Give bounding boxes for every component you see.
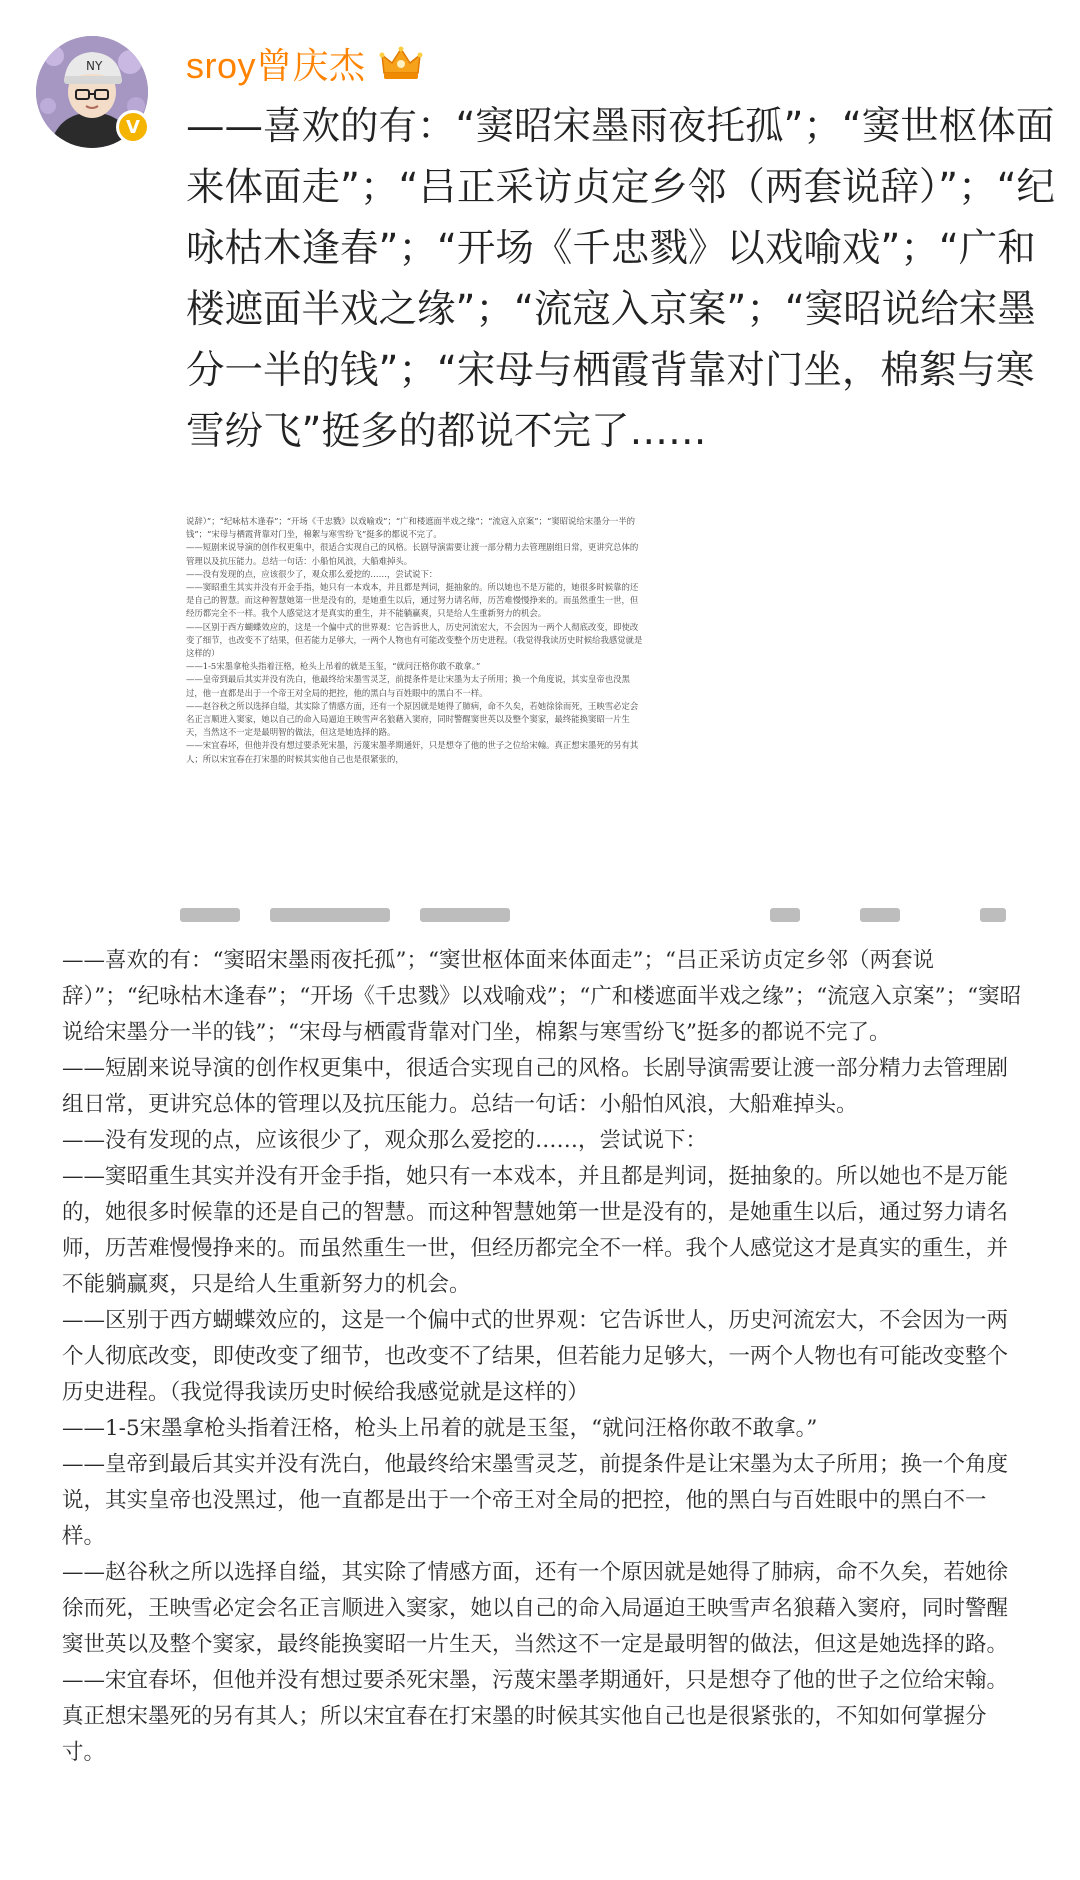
verified-badge-icon: V [116, 110, 150, 144]
svg-text:NY: NY [86, 59, 103, 73]
thumb-paragraph: ——宋宜春坏，但他并没有想过要杀死宋墨，污蔑宋墨孝期通奸，只是想夺了他的世子之位给宋翰。真正想宋墨死的另有其人；所以宋宜春在打宋墨的时候其实他自己也是很紧张的， [186, 740, 639, 764]
thumb-paragraph: ——短剧来说导演的创作权更集中，很适合实现自己的风格。长剧导演需要让渡一部分精力去管理剧组日常，更讲究总体的管理以及抗压能力。总结一句话：小船怕风浪，大船难掉头。 [186, 542, 639, 566]
doc-paragraph: ——赵谷秋之所以选择自缢，其实除了情感方面，还有一个原因就是她得了肺病，命不久矣，若她徐徐而死，王映雪必定会名正言顺进入窦家，她以自己的命入局逼迫王映雪声名狼藉入窦府，同时警醒窦世英以及整个窦家，最终能换窦昭一片生天，当然这不一定是最明智的做法，但这是她选择的路。 [62, 1560, 1009, 1657]
post-text: ——喜欢的有：“窦昭宋墨雨夜托孤”；“窦世枢体面来体面走”；“吕正采访贞定乡邻（两套说辞）”；“纪咏枯木逢春”；“开场《千忠戮》以戏喻戏”；“广和楼遮面半戏之缘”；“流寇入京案”；“窦昭说给宋墨分一半的钱”；“宋母与栖霞背靠对门坐，棉絮与寒雪纷飞”挺多的都说不完了…… [186, 104, 1056, 454]
cropped-glyph [180, 908, 240, 922]
cropped-glyph [270, 908, 390, 922]
doc-paragraph: ——没有发现的点，应该很少了，观众那么爱挖的……，尝试说下： [62, 1128, 708, 1153]
thumb-paragraph: ——窦昭重生其实并没有开金手指，她只有一本戏本，并且都是判词，挺抽象的。所以她也不是万能的，她很多时候靠的还是自己的智慧。而这种智慧她第一世是没有的，是她重生以后，通过努力请名师，历苦难慢慢挣来的。而虽然重生一世，但经历都完全不一样。我个人感觉这才是真实的重生，并不能躺赢爽，只是给人生重新努力的机会。 [186, 582, 639, 619]
doc-paragraph: ——宋宜春坏，但他并没有想过要杀死宋墨，污蔑宋墨孝期通奸，只是想夺了他的世子之位给宋翰。真正想宋墨死的另有其人；所以宋宜春在打宋墨的时候其实他自己也是很紧张的，不知如何掌握分寸。 [62, 1668, 1009, 1765]
thumb-paragraph: ——1-5宋墨拿枪头指着汪格，枪头上吊着的就是玉玺，“就问汪格你敢不敢拿。” [186, 661, 481, 672]
cropped-glyph [420, 908, 510, 922]
cropped-icon [980, 908, 1006, 922]
doc-paragraph: ——区别于西方蝴蝶效应的，这是一个偏中式的世界观：它告诉世人，历史河流宏大，不会因为一两个人彻底改变，即使改变了细节，也改变不了结果，但若能力足够大，一两个人物也有可能改变整个历史进程。（我觉得我读历史时候给我感觉就是这样的） [62, 1308, 1009, 1405]
doc-paragraph: ——短剧来说导演的创作权更集中，很适合实现自己的风格。长剧导演需要让渡一部分精力去管理剧组日常，更讲究总体的管理以及抗压能力。总结一句话：小船怕风浪，大船难掉头。 [62, 1056, 1009, 1117]
username[interactable]: sroy曾庆杰 [186, 44, 366, 86]
thumb-paragraph: 说辞）”；“纪咏枯木逢春”；“开场《千忠戮》以戏喻戏”；“广和楼遮面半戏之缘”；“流寇入京案”；“窦昭说给宋墨分一半的钱”；“宋母与栖霞背靠对门坐，棉絮与寒雪纷飞”挺多的都说不完了。 [186, 516, 635, 540]
doc-paragraph: ——窦昭重生其实并没有开金手指，她只有一本戏本，并且都是判词，挺抽象的。所以她也不是万能的，她很多时候靠的还是自己的智慧。而这种智慧她第一世是没有的，是她重生以后，通过努力请名师，历苦难慢慢挣来的。而虽然重生一世，但经历都完全不一样。我个人感觉这才是真实的重生，并不能躺赢爽，只是给人生重新努力的机会。 [62, 1164, 1009, 1297]
doc-paragraph: ——1-5宋墨拿枪头指着汪格，枪头上吊着的就是玉玺，“就问汪格你敢不敢拿。” [62, 1416, 818, 1441]
thumb-paragraph: ——赵谷秋之所以选择自缢，其实除了情感方面，还有一个原因就是她得了肺病，命不久矣，若她徐徐而死，王映雪必定会名正言顺进入窦家，她以自己的命入局逼迫王映雪声名狼藉入窦府，同时警醒窦世英以及整个窦家，最终能换窦昭一片生天，当然这不一定是最明智的做法，但这是她选择的路。 [186, 700, 639, 738]
doc-paragraph: ——皇帝到最后其实并没有洗白，他最终给宋墨雪灵芝，前提条件是让宋墨为太子所用；换一个角度说，其实皇帝也没黑过，他一直都是出于一个帝王对全局的把控，他的黑白与百姓眼中的黑白不一样。 [62, 1452, 1009, 1549]
thumb-paragraph: ——没有发现的点，应该很少了，观众那么爱挖的……，尝试说下： [186, 568, 438, 579]
cropped-icon [860, 908, 900, 922]
username-row[interactable] [186, 38, 424, 88]
thumb-paragraph: ——区别于西方蝴蝶效应的，这是一个偏中式的世界观：它告诉世人，历史河流宏大，不会因为一两个人彻底改变，即使改变了细节，也改变不了结果，但若能力足够大，一两个人物也有可能改变整个历史进程。（我觉得我读历史时候给我感觉就是这样的） [186, 621, 643, 659]
thumbnail-text [186, 515, 646, 766]
cropped-icon [770, 908, 800, 922]
document-image[interactable] [62, 943, 1028, 1771]
thumb-paragraph: ——皇帝到最后其实并没有洗白，他最终给宋墨雪灵芝，前提条件是让宋墨为太子所用；换一个角度说，其实皇帝也没黑过，他一直都是出于一个帝王对全局的把控，他的黑白与百姓眼中的黑白不一样。 [186, 674, 630, 698]
doc-paragraph: ——喜欢的有：“窦昭宋墨雨夜托孤”；“窦世枢体面来体面走”；“吕正采访贞定乡邻（两套说辞）”；“纪咏枯木逢春”；“开场《千忠戮》以戏喻戏”；“广和楼遮面半戏之缘”；“流寇入京案”；“窦昭说给宋墨分一半的钱”；“宋母与栖霞背靠对门坐，棉絮与寒雪纷飞”挺多的都说不完了。 [62, 948, 1022, 1045]
cropped-toolbar-row [0, 908, 1080, 922]
crown-icon [378, 43, 424, 83]
attached-image-thumbnail[interactable] [186, 515, 646, 915]
